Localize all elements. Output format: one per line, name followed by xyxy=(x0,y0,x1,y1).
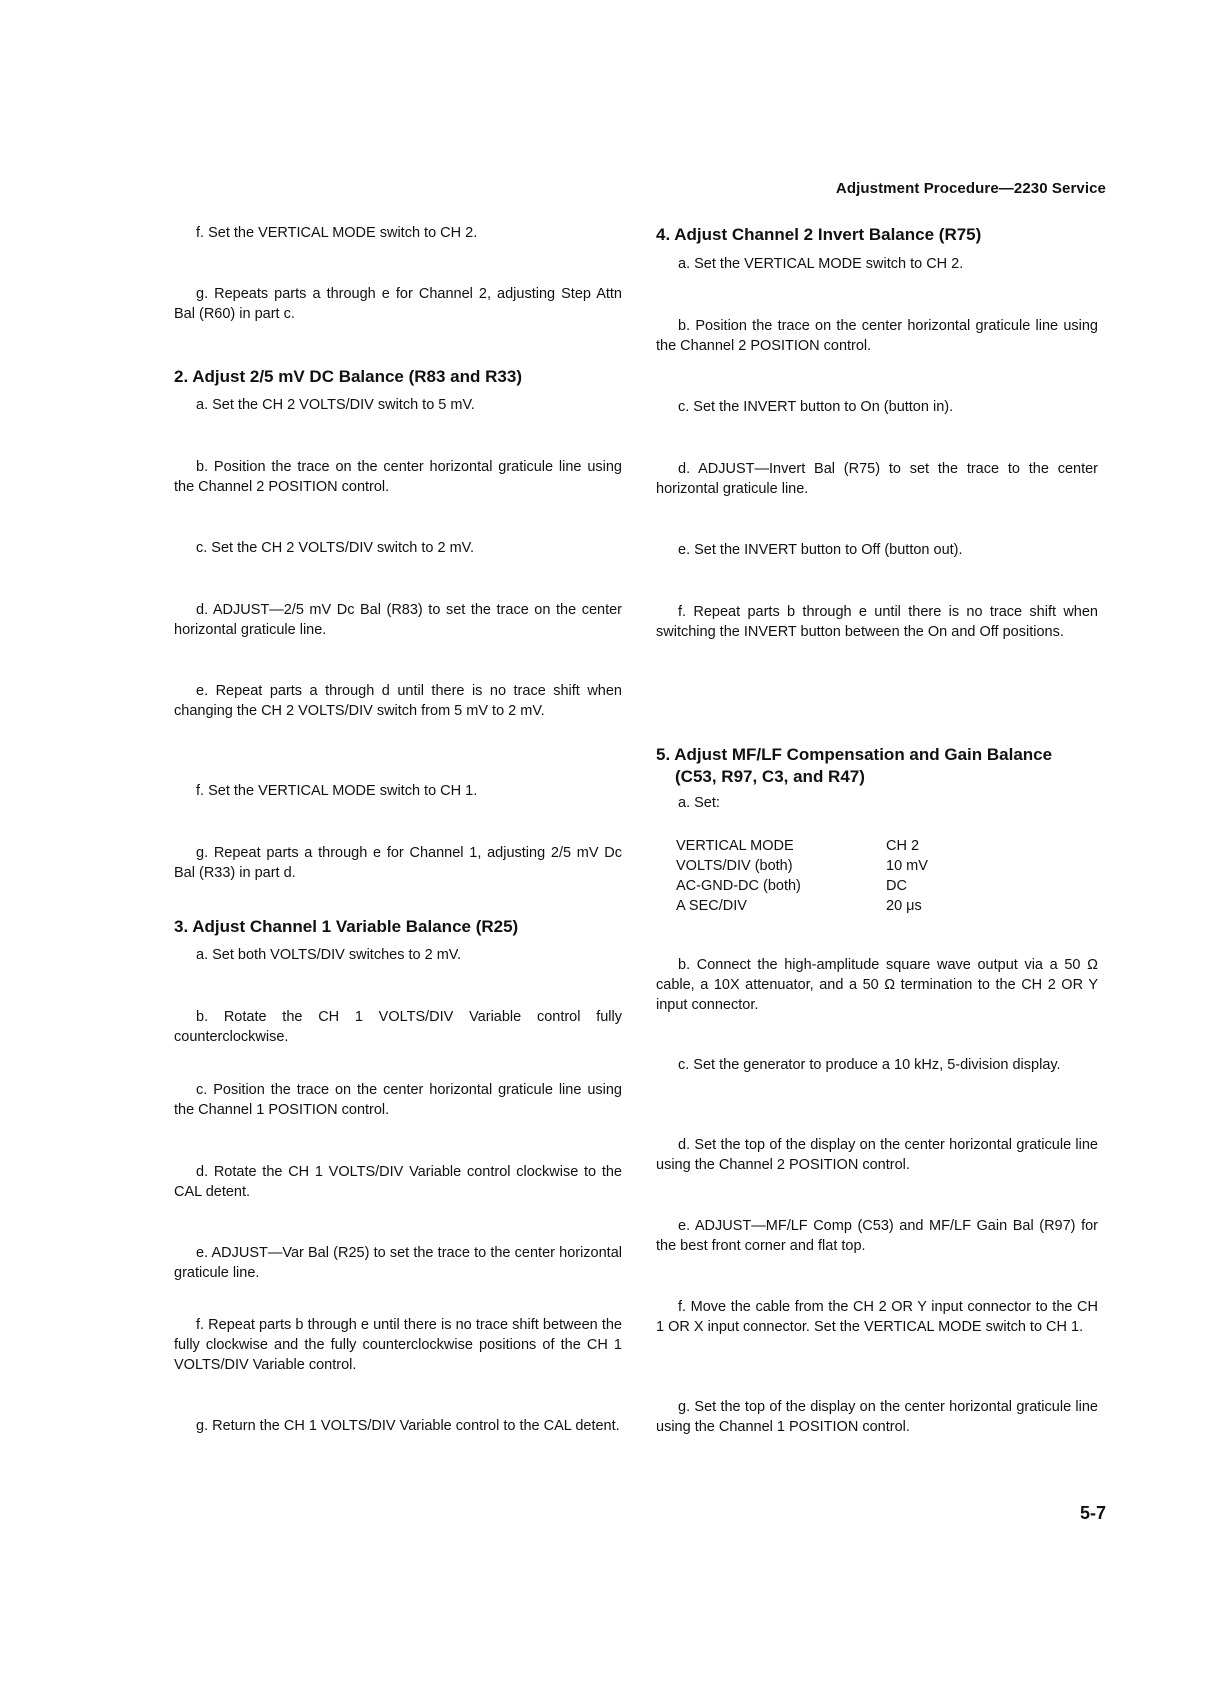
step-4e: e. Set the INVERT button to Off (button out). xyxy=(678,542,963,558)
setting-name: AC-GND-DC (both) xyxy=(676,878,801,894)
setting-value: CH 2 xyxy=(886,838,920,854)
step-5f: f. Move the cable from the CH 2 OR Y input connector to the CH 1 OR X input connector. Set the VERTICAL MODE switch to CH 1. xyxy=(656,1299,1098,1335)
section-4-heading: 4. Adjust Channel 2 Invert Balance (R75) xyxy=(656,225,982,244)
step-4f: f. Repeat parts b through e until there is no trace shift when switching the INVERT button between the On and Off positions. xyxy=(656,604,1098,640)
step-1f: f. Set the VERTICAL MODE switch to CH 2. xyxy=(196,225,478,241)
step-3e: e. ADJUST—Var Bal (R25) to set the trace to the center horizontal graticule line. xyxy=(174,1245,622,1281)
settings-row xyxy=(676,876,976,896)
step-3c: c. Position the trace on the center horizontal graticule line using the Channel 1 POSITION control. xyxy=(174,1082,622,1118)
step-2e: e. Repeat parts a through d until there is no trace shift when changing the CH 2 VOLTS/DIV switch from 5 mV to 2 mV. xyxy=(174,683,622,719)
step-5e: e. ADJUST—MF/LF Comp (C53) and MF/LF Gain Bal (R97) for the best front corner and flat top. xyxy=(656,1218,1098,1254)
running-header: Adjustment Procedure—2230 Service xyxy=(835,180,1106,197)
step-4a: a. Set the VERTICAL MODE switch to CH 2. xyxy=(678,256,964,272)
setting-value: 20 μs xyxy=(886,898,922,914)
section-5-heading xyxy=(656,744,1098,788)
step-2a: a. Set the CH 2 VOLTS/DIV switch to 5 mV. xyxy=(196,397,475,413)
step-2b: b. Position the trace on the center horizontal graticule line using the Channel 2 POSITION control. xyxy=(174,459,622,495)
step-5d: d. Set the top of the display on the center horizontal graticule line using the Channel 2 POSITION control. xyxy=(656,1137,1098,1173)
section-3-heading: 3. Adjust Channel 1 Variable Balance (R25) xyxy=(174,917,519,936)
step-4c: c. Set the INVERT button to On (button in). xyxy=(678,399,954,415)
step-5c: c. Set the generator to produce a 10 kHz, 5-division display. xyxy=(678,1057,1061,1073)
step-4b: b. Position the trace on the center horizontal graticule line using the Channel 2 POSITION control. xyxy=(656,318,1098,354)
step-4d: d. ADJUST—Invert Bal (R75) to set the trace to the center horizontal graticule line. xyxy=(656,461,1098,497)
settings-row xyxy=(676,836,976,856)
setting-name: VERTICAL MODE xyxy=(676,838,794,854)
step-5a: a. Set: xyxy=(678,795,720,811)
setting-value: 10 mV xyxy=(886,858,928,874)
section-5-heading-line1: 5. Adjust MF/LF Compensation and Gain Balance xyxy=(656,745,1053,764)
step-2c: c. Set the CH 2 VOLTS/DIV switch to 2 mV. xyxy=(196,540,475,556)
setting-value: DC xyxy=(886,878,907,894)
setting-name: VOLTS/DIV (both) xyxy=(676,858,793,874)
step-5g: g. Set the top of the display on the center horizontal graticule line using the Channel 1 POSITION control. xyxy=(656,1399,1098,1435)
section-5-heading-line2: (C53, R97, C3, and R47) xyxy=(675,767,865,786)
settings-table xyxy=(676,836,976,916)
settings-row xyxy=(676,896,976,916)
step-3g: g. Return the CH 1 VOLTS/DIV Variable control to the CAL detent. xyxy=(196,1418,620,1434)
step-2g: g. Repeat parts a through e for Channel 1, adjusting 2/5 mV Dc Bal (R33) in part d. xyxy=(174,845,622,881)
step-1g: g. Repeats parts a through e for Channel 2, adjusting Step Attn Bal (R60) in part c. xyxy=(174,286,622,322)
step-3b: b. Rotate the CH 1 VOLTS/DIV Variable control fully counterclockwise. xyxy=(174,1009,622,1045)
settings-row xyxy=(676,856,976,876)
setting-name: A SEC/DIV xyxy=(676,898,747,914)
step-2f: f. Set the VERTICAL MODE switch to CH 1. xyxy=(196,783,478,799)
step-2d: d. ADJUST—2/5 mV Dc Bal (R83) to set the trace on the center horizontal graticule line. xyxy=(174,602,622,638)
section-2-heading: 2. Adjust 2/5 mV DC Balance (R83 and R33) xyxy=(174,367,522,386)
page-number: 5-7 xyxy=(1079,1503,1106,1523)
step-3a: a. Set both VOLTS/DIV switches to 2 mV. xyxy=(196,947,462,963)
step-3f: f. Repeat parts b through e until there is no trace shift between the fully clockwise and the fully counterclockwise positions of the CH 1 VOLTS/DIV Variable control. xyxy=(174,1317,622,1373)
step-5b: b. Connect the high-amplitude square wave output via a 50 Ω cable, a 10X attenuator, and a 50 Ω termination to the CH 2 OR Y input connector. xyxy=(656,957,1098,1013)
step-3d: d. Rotate the CH 1 VOLTS/DIV Variable control clockwise to the CAL detent. xyxy=(174,1164,622,1200)
